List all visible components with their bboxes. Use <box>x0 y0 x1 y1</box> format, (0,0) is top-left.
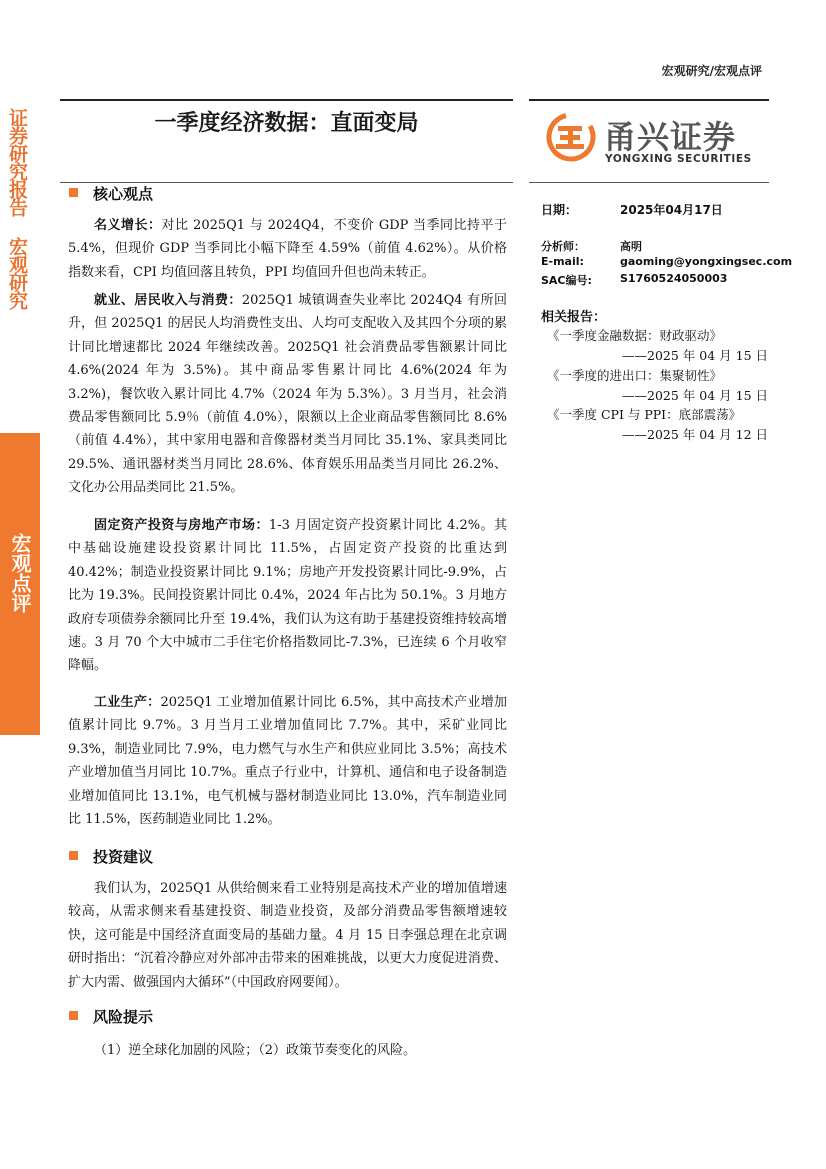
logo-bottom-rule <box>529 182 769 183</box>
related-report-date: ——2025 年 04 月 15 日 <box>622 388 768 403</box>
paragraph-industry <box>68 691 507 831</box>
bullet-square-icon <box>69 1011 78 1020</box>
risk-heading <box>69 1006 153 1027</box>
sidebar-mid-label: 宏观点评 <box>8 533 32 613</box>
related-report-date: ——2025 年 04 月 12 日 <box>622 427 768 442</box>
yongxing-logo-icon <box>546 112 596 162</box>
text-risk: （1）逆全球化加剧的风险；（2）政策节奏变化的风险。 <box>94 1043 417 1058</box>
analyst-value: 高明 <box>620 240 642 253</box>
lead-nominal-growth: 名义增长： <box>94 218 162 233</box>
related-report-title[interactable]: 《一季度的进出口：集聚韧性》 <box>547 368 723 383</box>
logo-name-en: YONGXING SECURITIES <box>605 153 752 165</box>
risk-heading-text: 风险提示 <box>93 1008 154 1026</box>
text-industry: 2025Q1 工业增加值累计同比 6.5%，其中高技术产业增加值累计同比 9.7%。3 月当月工业增加值同比 7.7%。其中，采矿业同比 9.3%，制造业同比 7.9%，电力燃气与水生产和供应业同比 3.5%；高技术产业增加值当月同比 10.7%。重点子行业中，计算机、通信和电子设备制造业增加值同比 13.1%，电气机械与器材制造业同比 13.0%，汽车制造业同比 11.5%，医药制造业同比 1.2%。 <box>68 695 507 828</box>
date-label: 日期： <box>541 203 578 217</box>
invest-heading-text: 投资建议 <box>93 848 154 866</box>
related-reports-heading: 相关报告： <box>541 310 607 325</box>
analyst-label: 分析师： <box>541 240 585 253</box>
paragraph-nominal-growth <box>68 214 507 284</box>
invest-heading <box>69 846 153 867</box>
sidebar-top-label: 证券研究报告 宏观研究 <box>6 108 28 309</box>
title-top-rule <box>60 99 513 101</box>
related-report-date: ——2025 年 04 月 15 日 <box>622 348 768 363</box>
logo-top-rule <box>529 99 769 101</box>
logo-name-cn: 甬兴证券 <box>604 118 737 156</box>
related-report-title[interactable]: 《一季度金融数据：财政驱动》 <box>547 328 723 343</box>
text-investment: 1-3 月固定资产投资累计同比 4.2%。其中基础设施建设投资累计同比 11.5%，占固定资产投资的比重达到 40.42%；制造业投资累计同比 9.1%；房地产开发投资累计同比-9.9%，占比为 19.3%。民间投资累计同比 0.4%，2024 年占比为 50.1%。3 月地方政府专项债券余额同比升至 19.4%，我们认为这有助于基建投资维持较高增速。3 月 70 个大中城市二手住宅价格指数同比-7.3%，已连续 6 个月收窄降幅。 <box>68 518 507 674</box>
bullet-square-icon <box>69 851 78 860</box>
email-label: E-mail: <box>541 255 584 268</box>
lead-industry: 工业生产： <box>94 695 161 710</box>
bullet-square-icon <box>69 188 78 197</box>
paragraph-investment <box>68 514 507 678</box>
page-title: 一季度经济数据：直面变局 <box>154 111 419 136</box>
sidebar-mid-band <box>0 433 40 735</box>
text-employment: 2025Q1 城镇调查失业率比 2024Q4 有所回升，但 2025Q1 的居民人均消费性支出、人均可支配收入及其四个分项的累计同比增速都比 2024 年继续改善。2025Q1 社会消费品零售额累计同比 4.6%(2024 年为 3.5%)。其中商品零售累计同比 4.6%(2024 年为 3.2%)，餐饮收入累计同比 4.7%（2024 年为 5.3%）。3 月当月，社会消费品零售额同比 5.9％（前值 4.0%），限额以上企业商品零售额同比 8.6%（前值 4.4%），其中家用电器和音像器材类当月同比 35.1%、家具类同比 29.5%、通讯器材类当月同比 28.6%、体育娱乐用品类当月同比 26.2%、文化办公用品类同比 21.5%。 <box>68 293 507 496</box>
lead-investment: 固定资产投资与房地产市场： <box>94 518 269 533</box>
paragraph-risk <box>68 1039 507 1062</box>
core-heading-text: 核心观点 <box>93 185 154 203</box>
paragraph-suggestion <box>68 877 507 994</box>
text-suggestion: 我们认为，2025Q1 从供给侧来看工业特别是高技术产业的增加值增速较高，从需求侧来看基建投资、制造业投资，及部分消费品零售额增速较快，这可能是中国经济直面变局的基础力量。4 月 15 日李强总理在北京调研时指出：“沉着冷静应对外部冲击带来的困难挑战，以更大力度促进消费、扩大内需、做强国内大循环”（中国政府网要闻）。 <box>68 881 507 990</box>
report-category: 宏观研究/宏观点评 <box>661 64 762 78</box>
sac-label: SAC编号: <box>541 274 592 287</box>
email-value[interactable]: gaoming@yongxingsec.com <box>620 255 793 268</box>
related-report-title[interactable]: 《一季度 CPI 与 PPI：底部震荡》 <box>547 407 742 422</box>
text-nominal-growth: 对比 2025Q1 与 2024Q4，不变价 GDP 当季同比持平于 5.4%，但现价 GDP 当季同比小幅下降至 4.59%（前值 4.62%）。从价格指数来看，CPI 均值回落且转负，PPI 均值回升但也尚未转正。 <box>68 218 507 280</box>
sac-value: S1760524050003 <box>620 272 728 285</box>
paragraph-employment <box>68 289 507 500</box>
core-heading <box>69 183 153 204</box>
date-value: 2025年04月17日 <box>620 203 723 217</box>
lead-employment: 就业、居民收入与消费： <box>94 293 242 308</box>
